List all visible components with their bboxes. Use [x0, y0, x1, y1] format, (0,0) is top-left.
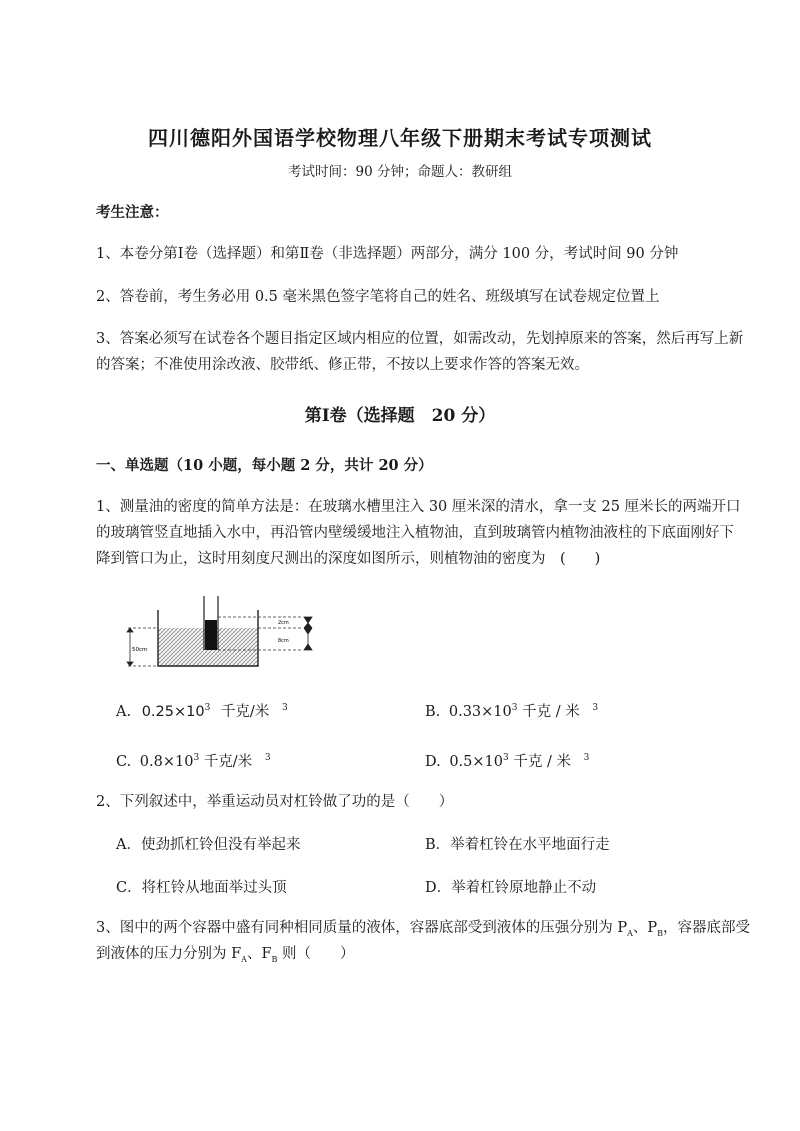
- option-d-exponent: 3: [503, 753, 509, 763]
- note-item-2: 2、答卷前，考生务必用 0.5 毫米黑色签字笔将自己的姓名、班级填写在试卷规定位置上: [96, 289, 660, 305]
- exam-title: 四川德阳外国语学校物理八年级下册期末考试专项测试: [148, 126, 652, 150]
- depth-arrow-right: [304, 617, 312, 650]
- figure-label-50cm: 50cm: [132, 647, 148, 653]
- question-1-option-b[interactable]: [425, 700, 598, 721]
- option-c-unit-exponent: 3: [264, 753, 271, 763]
- option-d-value: 0.5×10: [449, 754, 503, 770]
- option-d-label: D.: [425, 754, 441, 770]
- figure-label-2cm: 2cm: [278, 620, 289, 626]
- question-2-option-c[interactable]: C．将杠铃从地面举过头顶: [116, 880, 287, 896]
- question-1-option-d[interactable]: [425, 750, 589, 771]
- exam-subtitle: 考试时间：90 分钟；命题人：教研组: [288, 164, 512, 180]
- option-a-unit: 千克/米: [220, 704, 270, 720]
- question-2-option-a[interactable]: A．使劲抓杠铃但没有举起来: [116, 837, 301, 853]
- option-a-value: 0.25×10: [141, 704, 205, 720]
- q3-sub-pb: B: [657, 928, 664, 938]
- q3-line1-end: ，容器底部受: [663, 920, 751, 936]
- question-1-stem: 1、测量油的密度的简单方法是：在玻璃水槽里注入 30 厘米深的清水，拿一支 25 厘米长的两端开口的玻璃管竖直地插入水中，再沿管内壁缓缓地注入植物油，直到玻璃管内植物油液柱的下底面刚好下降到管口为止，这时用刻度尺测出的深度如图所示，则植物油的密度为 ( ): [96, 499, 741, 567]
- question-3-stem-line-1: [96, 917, 756, 945]
- note-item-1: 1、本卷分第Ⅰ卷（选择题）和第Ⅱ卷（非选择题）两部分，满分 100 分，考试时间 90 分钟: [96, 246, 679, 262]
- option-d-unit: 千克 / 米: [513, 754, 571, 770]
- option-c-exponent: 3: [193, 753, 200, 763]
- question-1-figure: [118, 596, 343, 668]
- q3-line2-text: 到液体的压力分别为 F: [96, 946, 242, 962]
- option-a-exponent: 3: [204, 703, 211, 713]
- option-a-unit-exponent: 3: [281, 703, 288, 713]
- note-item-3: 3、答案必须写在试卷各个题目指定区域内相应的位置，如需改动，先划掉原来的答案，然后再写上新的答案；不准使用涂改液、胶带纸、修正带，不按以上要求作答的答案无效。: [96, 331, 744, 373]
- option-b-value: 0.33×10: [448, 704, 512, 720]
- q3-sub-fa: A: [241, 954, 247, 964]
- part-heading: 一、单选题（10 小题，每小题 2 分，共计 20 分）: [96, 457, 433, 474]
- q3-sep-2: 、F: [246, 946, 272, 962]
- option-b-exponent: 3: [511, 703, 518, 713]
- option-d-unit-exponent: 3: [583, 753, 590, 763]
- option-b-unit-exponent: 3: [592, 703, 599, 713]
- q3-sub-pa: A: [627, 928, 633, 938]
- question-1-option-c[interactable]: [116, 750, 271, 771]
- question-3-stem-line-2: [96, 943, 706, 971]
- section-title: 第Ⅰ卷（选择题 20 分）: [304, 406, 496, 426]
- question-2-stem: 2、下列叙述中，举重运动员对杠铃做了功的是（ ）: [96, 794, 454, 810]
- q3-line2-end: 则（ ）: [277, 946, 355, 962]
- option-b-label: B.: [425, 704, 441, 720]
- figure-label-8cm: 8cm: [278, 638, 289, 644]
- question-2-option-b[interactable]: B．举着杠铃在水平地面行走: [425, 837, 610, 853]
- option-c-value: 0.8×10: [139, 754, 194, 770]
- q3-sub-fb: B: [271, 954, 278, 964]
- q3-line1-text: 3、图中的两个容器中盛有同种相同质量的液体，容器底部受到液体的压强分别为 P: [96, 920, 628, 936]
- q3-sep-1: 、P: [632, 920, 658, 936]
- option-b-unit: 千克 / 米: [522, 704, 580, 720]
- glass-tube: [204, 596, 218, 650]
- option-a-label: A.: [116, 704, 132, 720]
- question-2-option-d[interactable]: D．举着杠铃原地静止不动: [425, 880, 597, 896]
- question-1-option-a[interactable]: [116, 700, 288, 721]
- notes-heading: 考生注意：: [96, 204, 169, 221]
- option-c-label: C.: [116, 754, 132, 770]
- option-c-unit: 千克/米: [203, 754, 253, 770]
